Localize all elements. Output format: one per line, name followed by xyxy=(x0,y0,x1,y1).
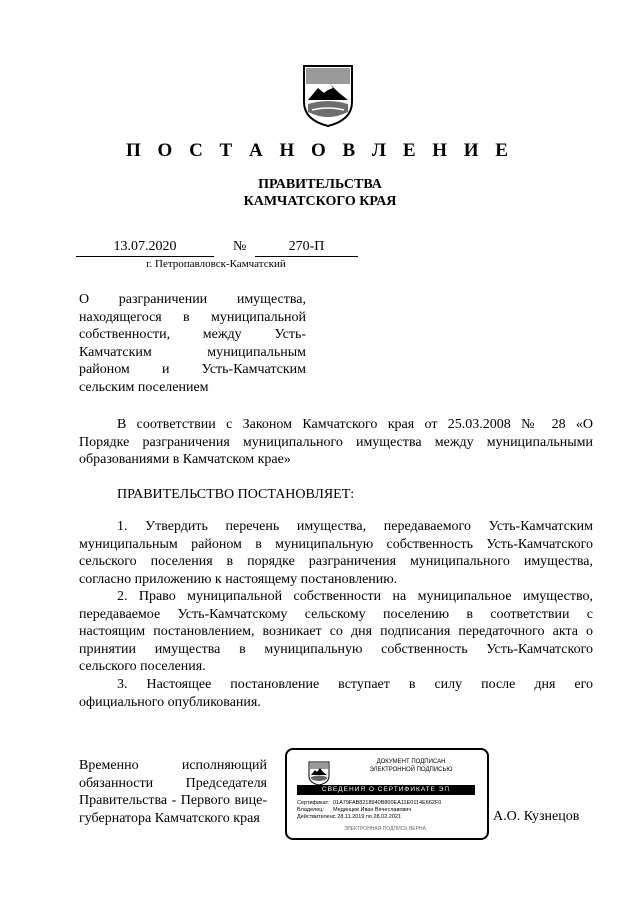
document-date: 13.07.2020 xyxy=(76,239,214,257)
issuer-line: ПРАВИТЕЛЬСТВА xyxy=(258,177,382,192)
subject-line: собственности, между Усть- xyxy=(79,327,306,342)
subject-line: О разграничении имущества, xyxy=(79,292,306,307)
item-line: официального опубликования. xyxy=(79,694,261,710)
issuer-line: КАМЧАТСКОГО КРАЯ xyxy=(243,194,397,209)
signatory-position xyxy=(79,757,267,827)
stamp-owner-row xyxy=(297,807,411,814)
kamchatka-coat-of-arms-icon xyxy=(307,760,331,786)
item-line: сельского поселения в порядке разграничения муниципального имущества, xyxy=(79,554,593,569)
document-title: П О С Т А Н О В Л Е Н И Е xyxy=(126,140,514,161)
stamp-value: Мединцев Иван Вячеславович xyxy=(333,807,412,813)
position-line: Правительства - Первого вице- xyxy=(79,793,267,808)
stamp-label: Сертификат: xyxy=(297,800,330,806)
subject-line: находящегося в муниципальной xyxy=(79,309,306,325)
position-line: Временно исполняющий xyxy=(79,758,267,773)
issuer xyxy=(0,176,640,210)
stamp-value: 01A79FAB8218940B800EA11E0114E662F0 xyxy=(333,800,442,806)
subject-line: районом и Усть-Камчатским xyxy=(79,362,306,377)
item-3-paragraph xyxy=(79,676,593,711)
kamchatka-coat-of-arms-icon xyxy=(300,62,356,128)
stamp-header-line: ДОКУМЕНТ ПОДПИСАН xyxy=(376,759,446,765)
stamp-label: Владелец: xyxy=(297,807,324,813)
stamp-header-line: ЭЛЕКТРОННОЙ ПОДПИСЬЮ xyxy=(369,767,453,773)
item-line: принятии имущества в муниципальную собственность Усть-Камчатского xyxy=(79,641,593,657)
decree-line: ПРАВИТЕЛЬСТВО ПОСТАНОВЛЯЕТ: xyxy=(117,487,355,502)
number-sign: № xyxy=(233,239,247,254)
position-line: губернатора Камчатского края xyxy=(79,810,260,826)
signatory-name: А.О. Кузнецов xyxy=(493,809,580,824)
subject-line: Камчатским муниципальным xyxy=(79,344,306,360)
item-1-paragraph xyxy=(79,518,593,588)
stamp-header xyxy=(341,758,481,774)
preamble-paragraph xyxy=(79,416,593,469)
preamble-line: Порядке разграничения муниципального имущества между муниципальными xyxy=(79,434,593,450)
item-line: настоящим постановлением, возникает со дня подписания передаточного акта о xyxy=(79,624,593,639)
stamp-cert-row xyxy=(297,800,441,807)
decree-heading xyxy=(79,486,593,504)
position-line: обязанности Председателя xyxy=(79,775,267,791)
item-2-paragraph xyxy=(79,588,593,676)
subject-line: сельским поселением xyxy=(79,379,209,395)
stamp-label: Действителен: xyxy=(297,814,335,820)
item-line: сельского поселения. xyxy=(79,659,206,674)
stamp-cert-bar: СВЕДЕНИЯ О СЕРТИФИКАТЕ ЭП xyxy=(297,785,475,795)
item-line: передаваемое Усть-Камчатскому сельскому поселению в соответствии с xyxy=(79,606,593,622)
preamble-line: В соответствии с Законом Камчатского края от 25.03.2008 № 28 «О xyxy=(117,417,593,432)
item-line: согласно приложению к настоящему постановлению. xyxy=(79,571,398,587)
item-line: 3. Настоящее постановление вступает в силу после дня его xyxy=(117,677,593,692)
stamp-value: с 28.11.2019 по 28.02.2021 xyxy=(333,814,402,820)
preamble-line: образованиями в Камчатском крае» xyxy=(79,452,291,467)
document-city: г. Петропавловск-Камчатский xyxy=(146,258,286,270)
stamp-valid-row xyxy=(297,814,401,821)
item-line: муниципальным районом в муниципальную собственность Усть-Камчатского xyxy=(79,536,593,552)
item-line: 2. Право муниципальной собственности на муниципальное имущество, xyxy=(117,589,593,604)
document-subject xyxy=(79,291,306,396)
e-signature-stamp xyxy=(285,748,489,840)
document-number: 270-П xyxy=(255,239,358,257)
item-line: 1. Утвердить перечень имущества, передаваемого Усть-Камчатским xyxy=(117,519,593,534)
stamp-footer: ЭЛЕКТРОННАЯ ПОДПИСЬ ВЕРНА xyxy=(344,826,426,832)
